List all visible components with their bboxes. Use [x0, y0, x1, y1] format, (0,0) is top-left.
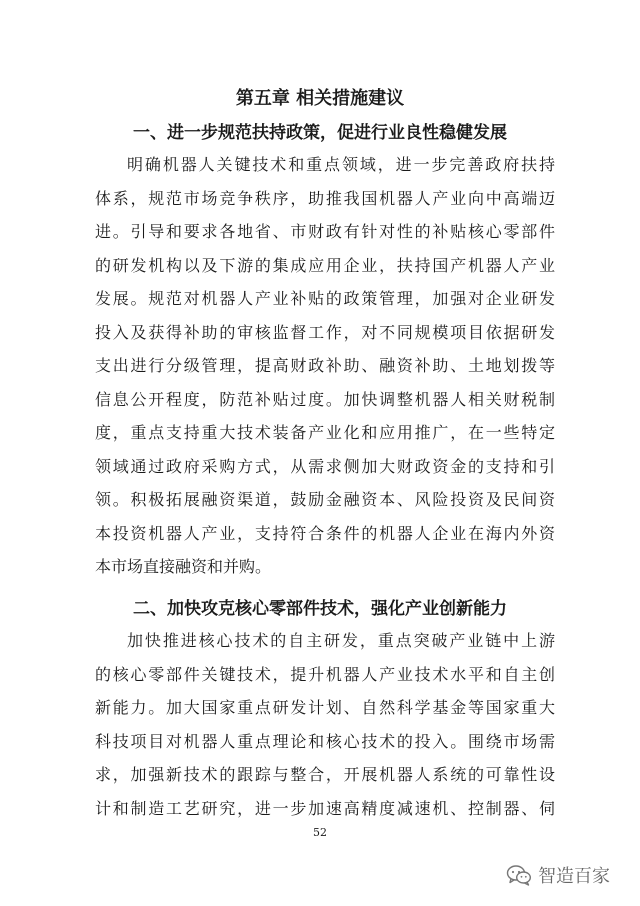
paragraph-line: 本市场直接融资和并购。: [95, 557, 272, 576]
paragraph-line: 科技项目对机器人重点理论和核心技术的投入。围绕市场需: [95, 731, 555, 751]
paragraph-line: 信息公开程度，防范补贴过度。加快调整机器人相关财税制: [95, 389, 555, 409]
paragraph-line: 投入及获得补助的审核监督工作，对不同规模项目依据研发: [95, 322, 555, 342]
paragraph-line: 进。引导和要求各地省、市财政有针对性的补贴核心零部件: [95, 222, 555, 241]
wechat-icon: [506, 864, 532, 886]
section-heading-2: 二、加快攻克核心零部件技术，强化产业创新能力: [133, 599, 507, 619]
paragraph-line: 领域通过政府采购方式，从需求侧加大财政资金的支持和引: [95, 456, 555, 476]
paragraph-line: 的核心零部件关键技术，提升机器人产业技术水平和自主创: [95, 664, 555, 684]
paragraph-line: 加快推进核心技术的自主研发，重点突破产业链中上游: [127, 631, 555, 650]
paragraph-line: 新能力。加大国家重点研发计划、自然科学基金等国家重大: [95, 698, 555, 717]
paragraph-line: 计和制造工艺研究，进一步加速高精度减速机、控制器、伺: [95, 798, 555, 818]
paragraph-line: 领。积极拓展融资渠道，鼓励金融资本、风险投资及民间资: [95, 490, 555, 509]
paragraph-line: 明确机器人关键技术和重点领域，进一步完善政府扶持: [127, 155, 555, 174]
paragraph-line: 度，重点支持重大技术装备产业化和应用推广，在一些特定: [95, 423, 555, 442]
paragraph-line: 的研发机构以及下游的集成应用企业，扶持国产机器人产业: [95, 255, 555, 275]
watermark-text: 智造百家: [538, 866, 610, 887]
section-1-paragraph: [95, 148, 555, 584]
paragraph-line: 体系，规范市场竞争秩序，助推我国机器人产业向中高端迈: [95, 188, 555, 208]
section-2-paragraph: [95, 624, 555, 825]
paragraph-line: 本投资机器人产业，支持符合条件的机器人企业在海内外资: [95, 523, 555, 543]
page-number: 52: [313, 826, 327, 839]
watermark: [506, 862, 610, 888]
paragraph-line: 支出进行分级管理，提高财政补助、融资补助、土地划拨等: [95, 356, 555, 375]
chapter-title: 第五章 相关措施建议: [235, 88, 405, 109]
paragraph-line: 求，加强新技术的跟踪与整合，开展机器人系统的可靠性设: [95, 765, 555, 784]
paragraph-line: 发展。规范对机器人产业补贴的政策管理，加强对企业研发: [95, 289, 555, 308]
section-heading-1: 一、进一步规范扶持政策，促进行业良性稳健发展: [133, 123, 507, 143]
